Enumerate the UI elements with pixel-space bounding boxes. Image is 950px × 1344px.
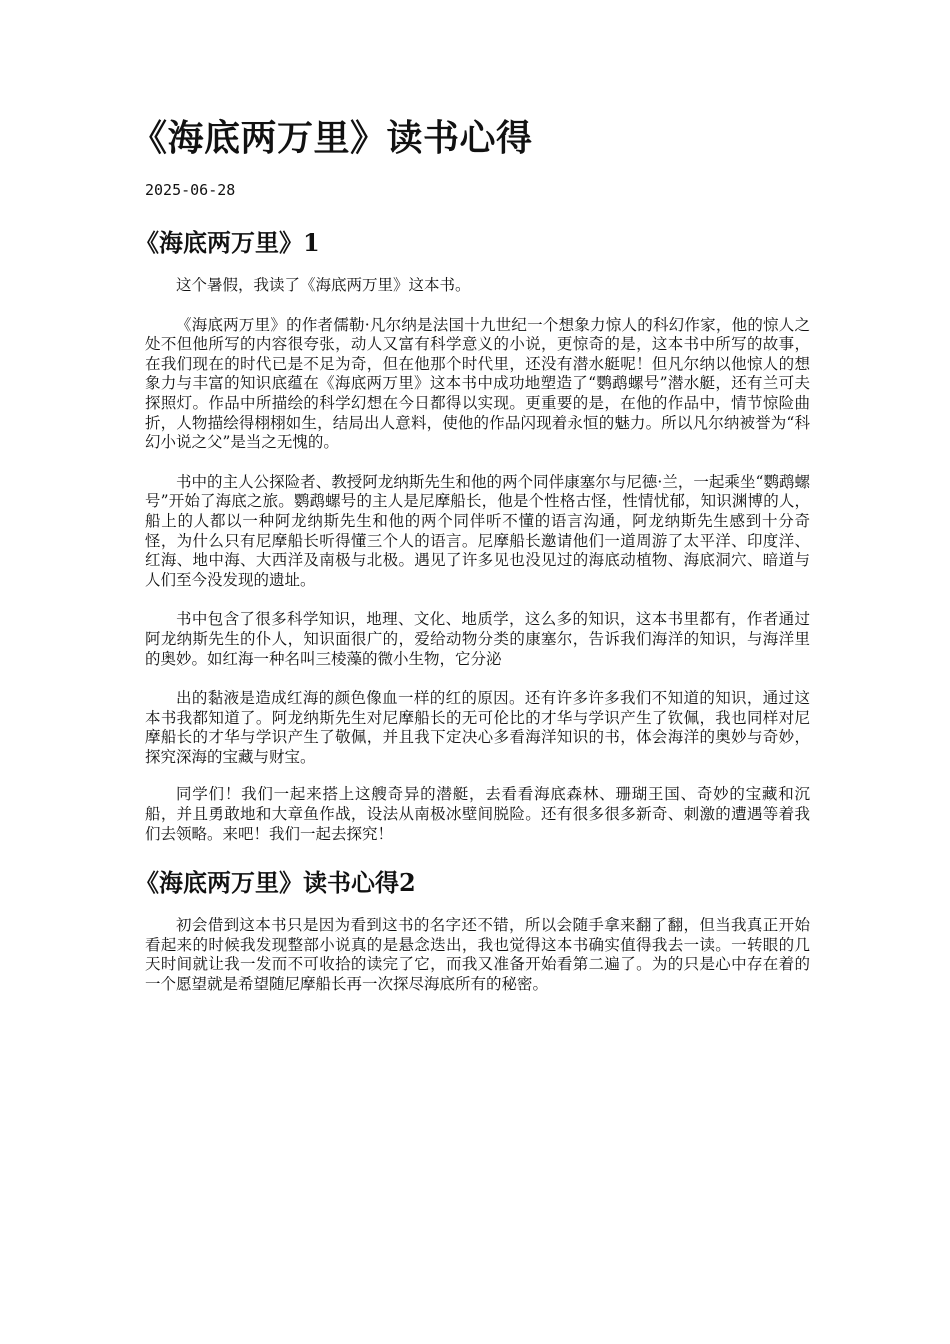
section-1-paragraph-4: 书中包含了很多科学知识，地理、文化、地质学，这么多的知识，这本书里都有，作者通过阿龙纳斯先生的仆人，知识面很广的，爱给动物分类的康塞尔，告诉我们海洋的知识，与海洋里的奥妙。如红海一种名叫三棱藻的微小生物，它分泌: [145, 610, 810, 668]
document-title: 《海底两万里》读书心得: [131, 117, 533, 159]
section-heading-2: 《海底两万里》读书心得2: [135, 868, 416, 898]
section-1-paragraph-3: 书中的主人公探险者、教授阿龙纳斯先生和他的两个同伴康塞尔与尼德·兰，一起乘坐“鹦鹉螺号”开始了海底之旅。鹦鹉螺号的主人是尼摩船长，他是个性格古怪，性情忧郁，知识渊博的人，船上的人都以一种阿龙纳斯先生和他的两个同伴听不懂的语言沟通，阿龙纳斯先生感到十分奇怪，为什么只有尼摩船长听得懂三个人的语言。尼摩船长邀请他们一道周游了太平洋、印度洋、红海、地中海、大西洋及南极与北极。遇见了许多见也没见过的海底动植物、海底洞穴、暗道与人们至今没发现的遗址。: [145, 472, 810, 589]
document-date: 2025-06-28: [145, 181, 236, 199]
document-page: [131, 110, 810, 995]
section-1-paragraph-1: 这个暑假，我读了《海底两万里》这本书。: [176, 276, 471, 294]
section-2-paragraph-1: 初会借到这本书只是因为看到这书的名字还不错，所以会随手拿来翻了翻，但当我真正开始看起来的时候我发现整部小说真的是悬念迭出，我也觉得这本书确实值得我去一读。一转眼的几天时间就让我一发而不可收拾的读完了它，而我又准备开始看第二遍了。为的只是心中存在着的一个愿望就是希望随尼摩船长再一次探尽海底所有的秘密。: [145, 916, 810, 994]
section-1-paragraph-6: 同学们！我们一起来搭上这艘奇异的潜艇，去看看海底森林、珊瑚王国、奇妙的宝藏和沉船，并且勇敢地和大章鱼作战，设法从南极冰壁间脱险。还有很多很多新奇、刺激的遭遇等着我们去领略。来吧！我们一起去探究！: [145, 785, 810, 843]
section-heading-1: 《海底两万里》1: [135, 228, 320, 257]
section-1-paragraph-5: 出的黏液是造成红海的颜色像血一样的红的原因。还有许多许多我们不知道的知识，通过这本书我都知道了。阿龙纳斯先生对尼摩船长的无可伦比的才华与学识产生了钦佩，我也同样对尼摩船长的才华与学识产生了敬佩，并且我下定决心多看海洋知识的书，体会海洋的奥妙与奇妙，探究深海的宝藏与财宝。: [145, 689, 810, 766]
section-1-paragraph-2: 《海底两万里》的作者儒勒·凡尔纳是法国十九世纪一个想象力惊人的科幻作家，他的惊人之处不但他所写的内容很夸张，动人又富有科学意义的小说，更惊奇的是，这本书中所写的故事，在我们现在的时代已是不足为奇，但在他那个时代里，还没有潜水艇呢！但凡尔纳以他惊人的想象力与丰富的知识底蕴在《海底两万里》这本书中成功地塑造了“鹦鹉螺号”潜水艇，还有兰可夫探照灯。作品中所描绘的科学幻想在今日都得以实现。更重要的是，在他的作品中，情节惊险曲折，人物描绘得栩栩如生，结局出人意料，使他的作品闪现着永恒的魅力。所以凡尔纳被誉为“科幻小说之父”是当之无愧的。: [145, 315, 810, 452]
